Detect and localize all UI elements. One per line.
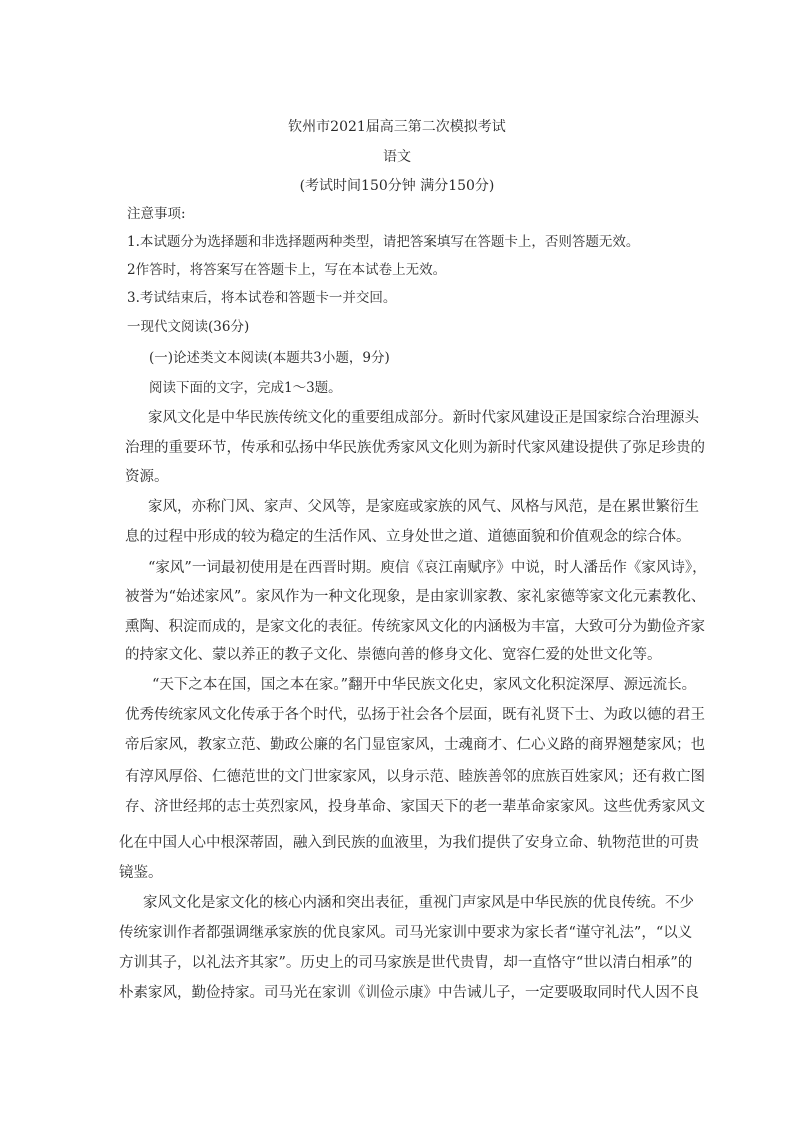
passage-line: 存、济世经邦的志士英烈家风，投身革命、家国天下的老一辈革命家家风。这些优秀家风文 [125,799,705,815]
passage-line: 优秀传统家风文化传承于各个时代，弘扬于社会各个层面，既有礼贤下士、为政以德的君王 [125,707,705,723]
subject-title: 语文 [383,149,411,165]
subsection-title: (一)论述类文本阅读(本题共3小题，9分) [149,350,390,366]
passage-line: 资源。 [125,469,169,485]
passage-line: 的持家文化、蒙以养正的教子文化、崇德向善的修身文化、宽容仁爱的处世文化等。 [125,647,662,663]
passage-line: 镜鉴。 [119,865,163,881]
passage-line: 治理的重要环节，传承和弘扬中华民族优秀家风文化则为新时代家风建设提供了弥足珍贵的 [125,440,705,456]
passage-line: 家风文化是家文化的核心内涵和突出表征，重视门声家风是中华民族的优良传统。不少 [143,895,694,911]
passage-line: 朴素家风，勤俭持家。司马光在家训《训俭示康》中告诫儿子，一定要吸取同时代人因不良 [119,985,699,1001]
passage-line: 方训其子，以礼法齐其家”。历史上的司马家族是世代贵胄，却一直恪守“世以清白相承”的 [119,955,693,971]
passage-line: 帝后家风，教家立范、勤政公廉的名门显宦家风，士魂商才、仁心义路的商界翘楚家风；也 [125,737,705,753]
notes-heading: 注意事项: [127,206,186,222]
passage-line: 有淳风厚俗、仁德范世的文门世家家风，以身示范、睦族善邻的庶族百姓家风；还有救亡图 [125,769,705,785]
passage-line: “天下之本在国，国之本在家。”翻开中华民族文化史，家风文化积淀深厚、源远流长。 [152,677,697,693]
passage-line: 家风文化是中华民族传统文化的重要组成部分。新时代家风建设正是国家综合治理源头 [148,410,699,426]
exam-info: (考试时间150分钟 满分150分) [299,178,495,194]
passage-line: 家风，亦称门风、家声、父风等，是家庭或家族的风气、风格与风范，是在累世繁衍生 [148,499,699,515]
passage-line: 化在中国人心中根深蒂固，融入到民族的血液里，为我们提供了安身立命、轨物范世的可贵 [119,835,699,851]
note-item: 3.考试结束后，将本试卷和答题卡一并交回。 [127,290,397,306]
passage-line: 被誉为“始述家风”。家风作为一种文化现象，是由家训家教、家礼家德等家文化元素教化、 [125,589,706,605]
note-item: 2作答时，将答案写在答题卡上，写在本试卷上无效。 [127,262,447,278]
passage-line: 息的过程中形成的较为稳定的生活作风、立身处世之道、道德面貌和价值观念的综合体。 [125,529,691,545]
passage-line: 熏陶、积淀而成的，是家文化的表征。传统家风文化的内涵极为丰富，大致可分为勤俭齐家 [125,619,705,635]
section-title: 一现代文阅读(36分) [127,319,250,335]
passage-line: “家风”一词最初使用是在西晋时期。庾信《哀江南赋序》中说，时人潘岳作《家风诗》， [148,560,707,576]
reading-instruction: 阅读下面的文字，完成1～3题。 [149,380,342,396]
exam-title: 钦州市2021届高三第二次模拟考试 [288,119,506,135]
passage-line: 传统家训作者都强调继承家族的优良家风。司马光家训中要求为家长者“谨守礼法”，“以义 [119,925,693,941]
note-item: 1.本试题分为选择题和非选择题两种类型，请把答案填写在答题卡上，否则答题无效。 [127,234,640,250]
